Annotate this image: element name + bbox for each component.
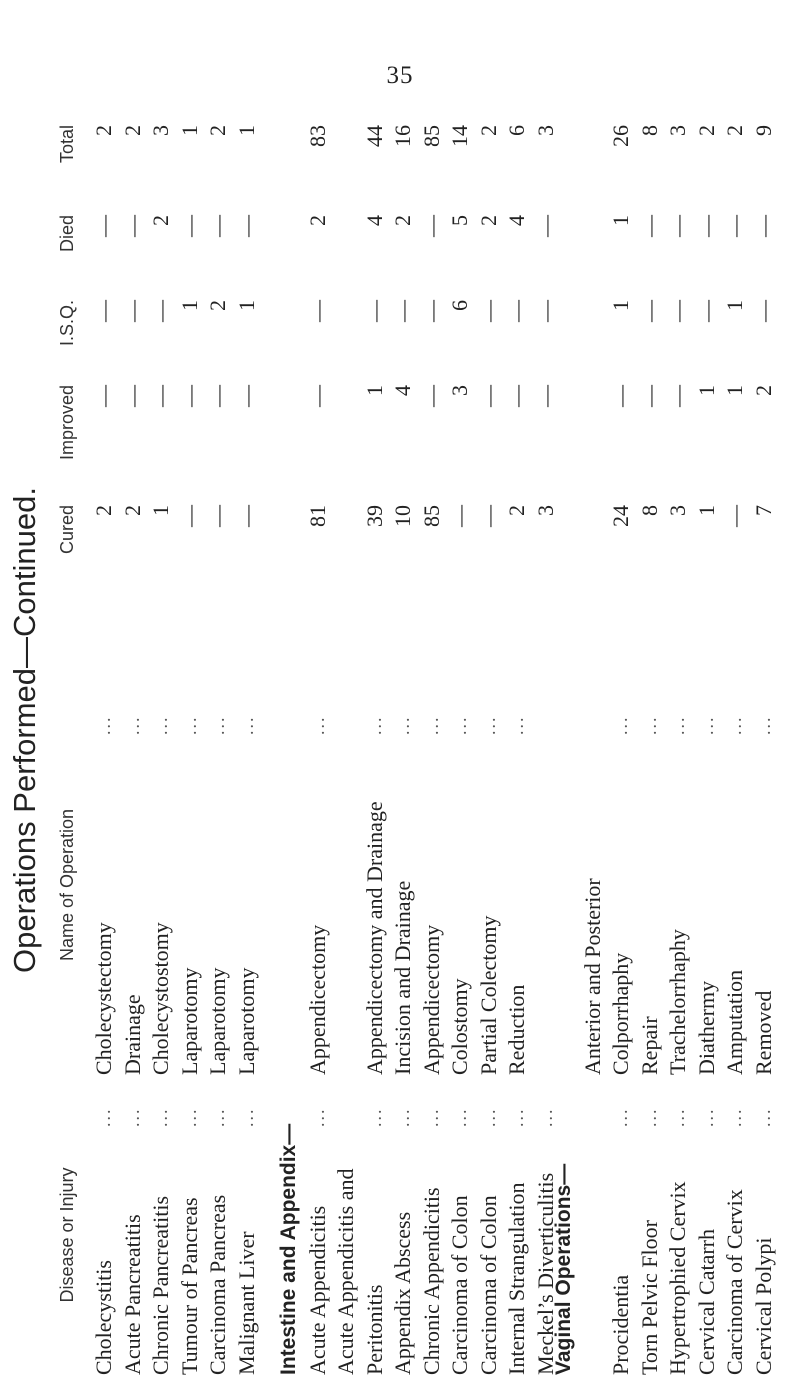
leader-dots: ...	[151, 1107, 171, 1127]
operation-cell: Appendicectomy	[418, 924, 444, 1075]
disease-cell: Cervical Catarrh	[693, 1229, 719, 1375]
disease-cell: Cervical Polypi	[750, 1237, 776, 1375]
iso-cell: —	[750, 300, 776, 322]
header-isq: I.S.Q.	[57, 300, 77, 347]
operation-cell: Colostomy	[447, 978, 472, 1075]
died-cell: —	[176, 215, 202, 237]
table-row	[607, 85, 636, 1375]
operation-cell: Laparotomy	[176, 967, 202, 1075]
cured-cell: 2	[504, 505, 529, 516]
iso-cell: —	[91, 300, 116, 322]
disease-cell: Hypertrophied Cervix	[665, 1181, 690, 1375]
leader-dots: ...	[507, 715, 527, 735]
died-cell: 2	[148, 215, 173, 226]
table-row	[750, 85, 779, 1375]
table-row	[636, 85, 665, 1375]
header-cured: Cured	[57, 505, 77, 555]
iso-cell: —	[304, 300, 330, 322]
table-row	[304, 85, 333, 1375]
leader-dots: ...	[639, 715, 660, 735]
iso-cell: 1	[176, 300, 202, 311]
operation-cell: Incision and Drainage	[390, 880, 415, 1075]
operation-cell: Reduction	[504, 984, 529, 1075]
total-cell: 2	[119, 125, 145, 136]
died-cell: —	[665, 215, 690, 237]
total-cell: 3	[148, 125, 173, 136]
disease-cell: Cholecystitis	[91, 1260, 116, 1375]
improved-cell: 1	[722, 385, 747, 396]
leader-dots: ...	[208, 715, 228, 735]
cured-cell: 3	[665, 505, 690, 516]
cured-cell: —	[176, 505, 202, 527]
leader-dots: ...	[450, 1107, 470, 1127]
improved-cell: —	[148, 385, 173, 407]
leader-dots: ...	[478, 1107, 499, 1127]
operation-cell: Cholecystectomy	[91, 922, 116, 1075]
cured-cell: 7	[750, 505, 776, 516]
disease-cell: Torn Pelvic Floor	[636, 1220, 662, 1375]
disease-cell: Carcinoma of Colon	[447, 1195, 472, 1375]
cured-cell: 8	[636, 505, 662, 516]
improved-cell: —	[532, 385, 558, 407]
iso-cell: 2	[205, 300, 230, 311]
died-cell: —	[119, 215, 145, 237]
total-cell: 2	[205, 125, 230, 136]
leader-dots: ...	[668, 1107, 688, 1127]
improved-cell: 1	[693, 385, 719, 396]
operation-cell: Amputation	[722, 969, 747, 1075]
improved-cell: —	[119, 385, 145, 407]
died-cell: —	[750, 215, 776, 237]
disease-cell: Acute Appendicitis	[304, 1205, 330, 1375]
header-died: Died	[57, 215, 77, 253]
total-cell: 2	[722, 125, 747, 136]
leader-dots: ...	[307, 1107, 328, 1127]
table-row	[418, 85, 447, 1375]
cured-cell: —	[475, 505, 501, 527]
improved-cell: —	[176, 385, 202, 407]
total-cell: 16	[390, 125, 415, 147]
died-cell: 5	[447, 215, 472, 226]
disease-cell: Chronic Pancreatitis	[148, 1195, 173, 1375]
improved-cell: —	[233, 385, 259, 407]
leader-dots: ...	[421, 715, 442, 735]
died-cell: 4	[504, 215, 529, 226]
disease-cell: Acute Pancreatitis	[119, 1214, 145, 1375]
disease-cell: Carcinoma of Colon	[475, 1195, 501, 1375]
header-improved: Improved	[57, 385, 77, 461]
operation-cell: Cholecystostomy	[148, 922, 173, 1075]
cured-cell: —	[205, 505, 230, 527]
disease-cell: Acute Appendicitis and	[333, 1168, 358, 1375]
iso-cell: —	[636, 300, 662, 322]
header-disease: Disease or Injury	[57, 1167, 77, 1303]
iso-cell: —	[532, 300, 558, 322]
operation-cell: Laparotomy	[205, 967, 230, 1075]
table-row	[332, 85, 361, 1375]
disease-cell: Appendix Abscess	[390, 1211, 415, 1375]
leader-dots: ...	[639, 1107, 660, 1127]
total-cell: 2	[91, 125, 116, 136]
disease-cell: Procidentia	[608, 1274, 633, 1375]
died-cell: —	[205, 215, 230, 237]
operation-cell: Appendicectomy	[304, 924, 330, 1075]
improved-cell: —	[418, 385, 444, 407]
table-row	[446, 85, 475, 1375]
total-cell: 9	[750, 125, 776, 136]
total-cell: 1	[233, 125, 259, 136]
leader-dots: ...	[725, 1107, 745, 1127]
total-cell: 3	[665, 125, 690, 136]
total-cell: 44	[361, 125, 387, 147]
died-cell: 2	[390, 215, 415, 226]
iso-cell: —	[693, 300, 719, 322]
leader-dots: ...	[94, 1107, 114, 1127]
leader-dots: ...	[179, 1107, 200, 1127]
died-cell: —	[91, 215, 116, 237]
table-row	[664, 85, 693, 1375]
header-operation: Name of Operation	[57, 808, 77, 962]
iso-cell: 1	[233, 300, 259, 311]
table-row	[119, 85, 148, 1375]
operation-cell: Laparotomy	[233, 967, 259, 1075]
table-row	[475, 85, 504, 1375]
cured-cell: 2	[119, 505, 145, 516]
section-heading: Vaginal Operations—	[552, 1163, 575, 1375]
disease-cell: Carcinoma of Cervix	[722, 1189, 747, 1375]
section-heading-row	[275, 85, 304, 1375]
cured-cell: 85	[418, 505, 444, 527]
cured-cell: —	[447, 505, 472, 527]
leader-dots: ...	[421, 1107, 442, 1127]
table-row	[389, 85, 418, 1375]
leader-dots: ...	[208, 1107, 228, 1127]
section-heading-row	[550, 85, 579, 1375]
table-row	[90, 85, 119, 1375]
improved-cell: —	[205, 385, 230, 407]
total-cell: 2	[475, 125, 501, 136]
table-row	[176, 85, 205, 1375]
improved-cell: —	[665, 385, 690, 407]
leader-dots: ...	[753, 715, 774, 735]
rotated-table	[5, 85, 795, 1375]
total-cell: 83	[304, 125, 330, 147]
cured-cell: 1	[148, 505, 173, 516]
improved-cell: —	[304, 385, 330, 407]
operation-cell: Anterior and Posterior	[579, 878, 605, 1075]
improved-cell: —	[636, 385, 662, 407]
cured-cell: 24	[608, 505, 633, 527]
died-cell: —	[693, 215, 719, 237]
table-row	[579, 85, 608, 1375]
leader-dots: ...	[236, 715, 257, 735]
improved-cell: —	[91, 385, 116, 407]
leader-dots: ...	[611, 715, 631, 735]
cured-cell: 3	[532, 505, 558, 516]
operation-cell: Colporrhaphy	[608, 952, 633, 1075]
iso-cell: —	[148, 300, 173, 322]
leader-dots: ...	[535, 1107, 556, 1127]
table-row	[693, 85, 722, 1375]
improved-cell: —	[475, 385, 501, 407]
cured-cell: —	[722, 505, 747, 527]
group-vaginal-operations	[550, 85, 778, 1375]
leader-dots: ...	[668, 715, 688, 735]
iso-cell: —	[665, 300, 690, 322]
died-cell: —	[233, 215, 259, 237]
total-cell: 6	[504, 125, 529, 136]
died-cell: —	[418, 215, 444, 237]
operation-cell: Repair	[636, 1016, 662, 1075]
disease-cell: Meckel’s Diverticulitis	[532, 1172, 558, 1375]
leader-dots: ...	[478, 715, 499, 735]
disease-cell: Tumour of Pancreas	[176, 1197, 202, 1375]
iso-cell: 1	[722, 300, 747, 311]
improved-cell: —	[504, 385, 529, 407]
total-cell: 85	[418, 125, 444, 147]
leader-dots: ...	[236, 1107, 257, 1127]
cured-cell: 2	[91, 505, 116, 516]
leader-dots: ...	[611, 1107, 631, 1127]
operation-cell: Partial Colectomy	[475, 915, 501, 1075]
improved-cell: 3	[447, 385, 472, 396]
header-total: Total	[57, 125, 77, 164]
page-number: 35	[386, 62, 414, 89]
operation-cell: Drainage	[119, 994, 145, 1075]
improved-cell: 4	[390, 385, 415, 396]
table-row	[204, 85, 233, 1375]
iso-cell: —	[475, 300, 501, 322]
improved-cell: —	[608, 385, 633, 407]
leader-dots: ...	[122, 715, 143, 735]
leader-dots: ...	[94, 715, 114, 735]
total-cell: 1	[176, 125, 202, 136]
table-row	[233, 85, 262, 1375]
leader-dots: ...	[393, 1107, 413, 1127]
total-cell: 8	[636, 125, 662, 136]
iso-cell: —	[390, 300, 415, 322]
cured-cell: 81	[304, 505, 330, 527]
improved-cell: 1	[361, 385, 387, 396]
died-cell: —	[636, 215, 662, 237]
group-liver-pancreas	[90, 85, 261, 1375]
leader-dots: ...	[393, 715, 413, 735]
cured-cell: 1	[693, 505, 719, 516]
leader-dots: ...	[507, 1107, 527, 1127]
leader-dots: ...	[753, 1107, 774, 1127]
died-cell: 2	[304, 215, 330, 226]
table-row	[721, 85, 750, 1375]
group-intestine-appendix	[275, 85, 560, 1375]
iso-cell: —	[361, 300, 387, 322]
leader-dots: ...	[151, 715, 171, 735]
disease-cell: Chronic Appendicitis	[418, 1187, 444, 1375]
operation-cell: Diathermy	[693, 980, 719, 1075]
cured-cell: —	[233, 505, 259, 527]
table-row	[503, 85, 532, 1375]
leader-dots: ...	[179, 715, 200, 735]
iso-cell: 1	[608, 300, 633, 311]
operation-cell: Removed	[750, 990, 776, 1075]
iso-cell: —	[504, 300, 529, 322]
leader-dots: ...	[364, 1107, 385, 1127]
died-cell: —	[722, 215, 747, 237]
died-cell: 4	[361, 215, 387, 226]
cured-cell: 10	[390, 505, 415, 527]
cured-cell: 39	[361, 505, 387, 527]
operation-cell: Appendicectomy and Drainage	[361, 801, 387, 1075]
section-heading: Intestine and Appendix—	[277, 1123, 300, 1375]
leader-dots: ...	[122, 1107, 143, 1127]
total-cell: 2	[693, 125, 719, 136]
leader-dots: ...	[307, 715, 328, 735]
leader-dots: ...	[364, 715, 385, 735]
iso-cell: —	[418, 300, 444, 322]
disease-cell: Internal Strangulation	[504, 1182, 529, 1375]
died-cell: —	[532, 215, 558, 237]
iso-cell: 6	[447, 300, 472, 311]
total-cell: 3	[532, 125, 558, 136]
iso-cell: —	[119, 300, 145, 322]
leader-dots: ...	[725, 715, 745, 735]
improved-cell: 2	[750, 385, 776, 396]
total-cell: 26	[608, 125, 633, 147]
table-row	[147, 85, 176, 1375]
leader-dots: ...	[450, 715, 470, 735]
died-cell: 2	[475, 215, 501, 226]
disease-cell: Peritonitis	[361, 1284, 387, 1375]
operation-cell: Trachelorrhaphy	[665, 929, 690, 1075]
disease-cell: Malignant Liver	[233, 1231, 259, 1375]
leader-dots: ...	[696, 1107, 717, 1127]
disease-cell: Carcinoma Pancreas	[205, 1194, 230, 1375]
table-row	[361, 85, 390, 1375]
table-title: Operations Performed—Continued.	[7, 487, 42, 973]
total-cell: 14	[447, 125, 472, 147]
died-cell: 1	[608, 215, 633, 226]
leader-dots: ...	[696, 715, 717, 735]
